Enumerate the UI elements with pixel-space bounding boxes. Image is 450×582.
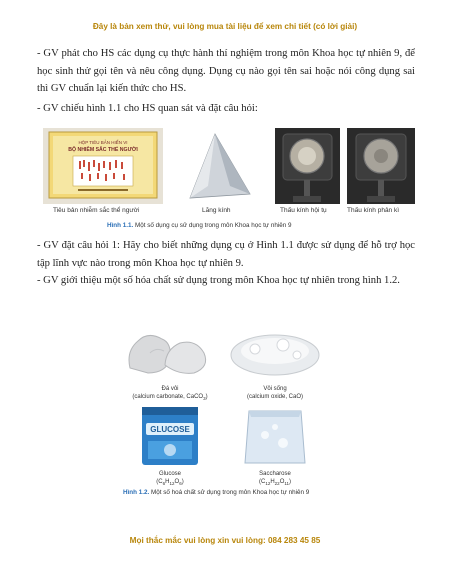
caption-diverging-lens: Thấu kính phân kì [347,207,400,214]
limestone-name: Đá vôi [161,386,179,392]
box-title: HỘP TIÊU BẢN HIỂN VI [78,140,128,145]
figure-1-1 [35,128,415,218]
paragraph-2: - GV chiếu hình 1.1 cho HS quan sát và đặt câu hỏi: [37,103,258,114]
saccharose-bag-image [235,405,315,467]
figure-caption-text: Một số dụng cụ sử dụng trong môn Khoa học tự nhiên 9 [135,222,292,229]
quicklime-formula: (calcium oxide, CaO) [246,394,303,400]
figure-label: Hình 1.1. [107,222,134,229]
caption-converging-lens: Thấu kính hội tụ [280,207,327,214]
figure-caption-text: Một số hoá chất sử dụng trong môn Khoa học tự nhiên 9 [151,489,310,496]
converging-lens-image [275,128,340,204]
glucose-label [120,470,220,488]
saccharose-name: Saccharose [259,471,291,477]
limestone-formula: (calcium carbonate, CaCO$_3$) [132,394,208,402]
limestone-label [120,385,220,403]
glucose-name: Glucose [158,471,181,477]
figure-label: Hình 1.2. [123,489,150,496]
figure-1-2-caption [123,489,309,496]
saccharose-label [225,470,325,488]
preview-banner: Đây là bản xem thử, vui lòng mua tài liệu để xem chi tiết (có lời giải) [92,22,358,31]
box-subtitle: BỘ NHIỄM SẮC THỂ NGƯỜI [68,147,138,153]
limestone-image [120,313,220,381]
paragraph-4: - GV giới thiệu một số hóa chất sử dụng trong môn Khoa học tự nhiên trong hình 1.2. [37,275,400,286]
diverging-lens-image [347,128,415,204]
prism-image [170,128,265,204]
saccharose-formula: $(C_{12}H_{22}O_{11})$ [258,479,292,487]
paragraph-3: - GV đặt câu hỏi 1: Hãy cho biết những dụng cụ ở Hình 1.1 được sử dụng để hỗ trợ học tập lĩnh vực nào trong môn Khoa học tự nhiên 9. [37,240,415,269]
contact-banner: Mọi thắc mắc vui lòng xin vui lòng: 084 283 45 85 [129,536,321,545]
figure-1-2 [115,313,330,533]
paragraph-1: - GV phát cho HS các dụng cụ thực hành thí nghiệm trong môn Khoa học tự nhiên 9, để học sinh thử gọi tên và nêu công dụng. Dụng cụ nào gọi tên sai hoặc nói công dụng sai thì GV chuẩn lại kiến thức cho HS. [37,48,415,94]
chromosome-slide-box-image [43,128,163,204]
figure-1-1-caption [107,222,292,229]
quicklime-image [225,313,325,381]
quicklime-name: Vôi sống [263,386,287,392]
caption-chromosome-slide: Tiêu bản nhiễm sắc thể người [53,207,140,214]
quicklime-label [225,385,325,401]
glucose-formula: $(C_6H_{12}O_6)$ [156,479,184,487]
glucose-bag-image [130,405,210,467]
caption-prism: Lăng kính [202,207,231,214]
glucose-bag-label: GLUCOSE [150,425,190,434]
